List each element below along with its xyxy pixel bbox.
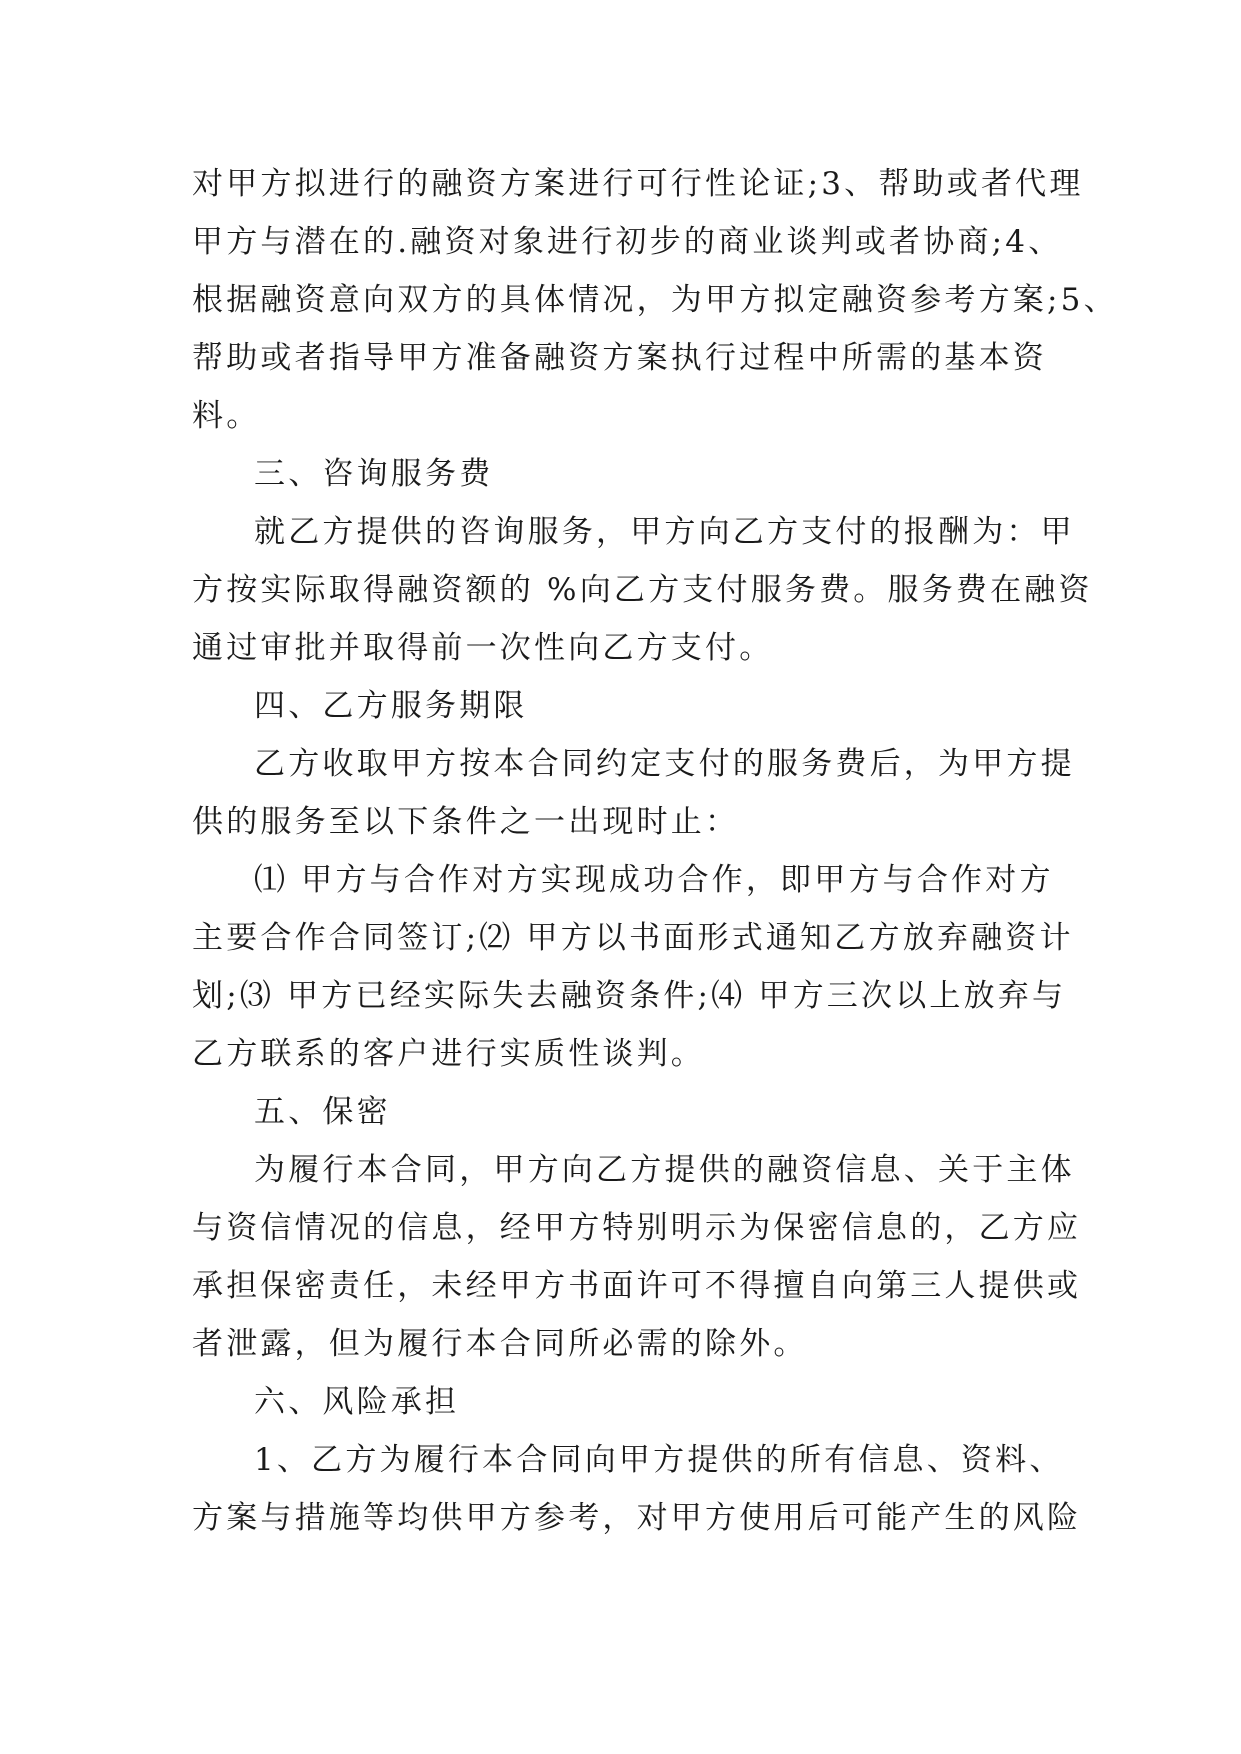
section-heading: 五、保密 xyxy=(254,1094,391,1130)
body-text-line: 者泄露，但为履行本合同所必需的除外。 xyxy=(192,1326,808,1362)
body-text-line: 帮助或者指导甲方准备融资方案执行过程中所需的基本资 xyxy=(192,340,1047,376)
body-text-line: 承担保密责任，未经甲方书面许可不得擅自向第三人提供或 xyxy=(192,1268,1082,1304)
body-text-line: 主要合作合同签订;⑵ 甲方以书面形式通知乙方放弃融资计 xyxy=(192,920,1074,956)
body-text-line: 为履行本合同，甲方向乙方提供的融资信息、关于主体 xyxy=(254,1152,1075,1188)
body-text-line: ⑴ 甲方与合作对方实现成功合作，即甲方与合作对方 xyxy=(254,862,1054,898)
body-text-line: 方按实际取得融资额的 %向乙方支付服务费。服务费在融资 xyxy=(192,572,1093,608)
body-text-line: 与资信情况的信息，经甲方特别明示为保密信息的，乙方应 xyxy=(192,1210,1082,1246)
body-text-line: 方案与措施等均供甲方参考，对甲方使用后可能产生的风险 xyxy=(192,1500,1082,1536)
body-text-line: 对甲方拟进行的融资方案进行可行性论证;3、帮助或者代理 xyxy=(192,166,1084,202)
body-text-line: 1、乙方为履行本合同向甲方提供的所有信息、资料、 xyxy=(254,1442,1064,1478)
section-heading: 六、风险承担 xyxy=(254,1384,460,1420)
body-text-line: 划;⑶ 甲方已经实际失去融资条件;⑷ 甲方三次以上放弃与 xyxy=(192,978,1067,1014)
body-text-line: 甲方与潜在的.融资对象进行初步的商业谈判或者协商;4、 xyxy=(192,224,1063,260)
body-text-line: 料。 xyxy=(192,398,261,434)
body-text-line: 乙方联系的客户进行实质性谈判。 xyxy=(192,1036,705,1072)
section-heading: 四、乙方服务期限 xyxy=(254,688,528,724)
section-heading: 三、咨询服务费 xyxy=(254,456,494,492)
body-text-line: 根据融资意向双方的具体情况，为甲方拟定融资参考方案;5、 xyxy=(192,282,1118,318)
body-text-line: 乙方收取甲方按本合同约定支付的服务费后，为甲方提 xyxy=(254,746,1075,782)
body-text-line: 供的服务至以下条件之一出现时止： xyxy=(192,804,740,840)
body-text-line: 通过审批并取得前一次性向乙方支付。 xyxy=(192,630,774,666)
body-text-line: 就乙方提供的咨询服务，甲方向乙方支付的报酬为：甲 xyxy=(254,514,1075,550)
